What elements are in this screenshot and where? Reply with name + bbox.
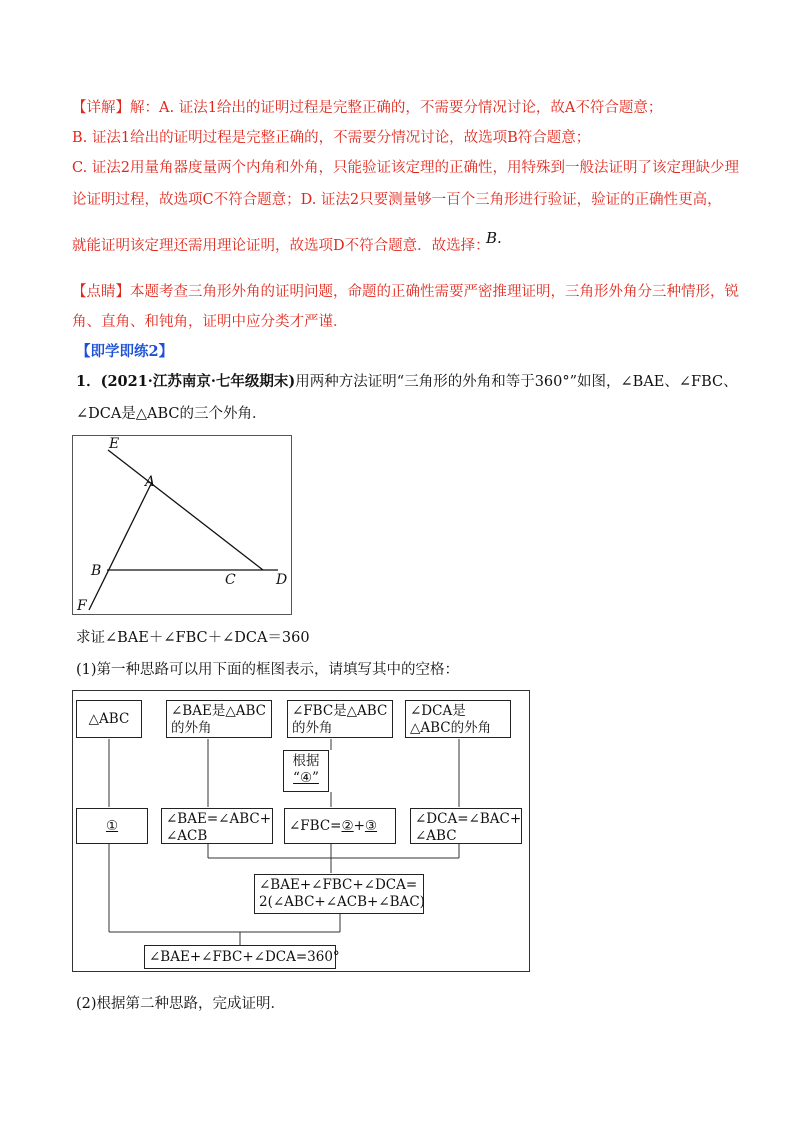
flow-box-fbc-equation bbox=[284, 808, 396, 844]
explanation-line-4: 论证明过程，故选项C不符合题意；D. 证法2只要测量够一百个三角形进行验证，验证的正确性更高， bbox=[72, 192, 722, 208]
label-f: F bbox=[77, 598, 87, 614]
flow-box-triangle: △ABC bbox=[76, 700, 142, 738]
bae-equation-line-1: ∠BAE=∠ABC+ bbox=[166, 811, 272, 827]
dca-equation-line-2: ∠ABC bbox=[415, 828, 457, 844]
sum-line-1: ∠BAE+∠FBC+∠DCA= bbox=[259, 877, 418, 893]
explanation-line-2: B. 证法1给出的证明过程是完整正确的，不需要分情况讨论，故选项B符合题意； bbox=[72, 130, 591, 146]
flow-box-blank-1 bbox=[76, 808, 148, 844]
fbc-equation-plus: + bbox=[353, 818, 365, 834]
flow-box-final: ∠BAE+∠FBC+∠DCA=360° bbox=[144, 945, 336, 969]
problem-text-1: 用两种方法证明“三角形的外角和等于360°”如图，∠BAE、∠FBC、 bbox=[295, 374, 738, 390]
label-b: B bbox=[91, 563, 102, 579]
label-c: C bbox=[225, 572, 236, 588]
basis-blank-4[interactable]: “④” bbox=[293, 770, 319, 786]
blank-2[interactable]: ② bbox=[341, 818, 354, 834]
explanation-answer: B. bbox=[486, 229, 502, 247]
flow-box-dca-exterior: ∠DCA是△ABC的外角 bbox=[405, 700, 511, 738]
explanation-line-3: C. 证法2用量角器度量两个内角和外角，只能验证该定理的正确性，用特殊到一般法证明了该定理缺少理 bbox=[72, 160, 740, 176]
flow-box-bae-equation bbox=[161, 808, 273, 844]
problem-number: 1． bbox=[76, 373, 101, 390]
explanation-line-5: 就能证明该定理还需用理论证明，故选项D不符合题意．故选择： bbox=[72, 238, 490, 254]
flow-box-sum bbox=[254, 874, 424, 914]
flow-box-dca-equation bbox=[410, 808, 522, 844]
fbc-equation-prefix: ∠FBC= bbox=[289, 818, 342, 834]
problem-source: (2021·江苏南京·七年级期末) bbox=[100, 373, 296, 390]
bae-equation-line-2: ∠ACB bbox=[166, 828, 208, 844]
part-2-instruction: (2)根据第二种思路，完成证明． bbox=[76, 996, 286, 1012]
label-a: A bbox=[145, 474, 156, 490]
flow-box-fbc-exterior: ∠FBC是△ABC的外角 bbox=[287, 700, 393, 738]
label-d: D bbox=[276, 572, 288, 588]
problem-text-2: ∠DCA是△ABC的三个外角． bbox=[76, 406, 267, 422]
flow-box-basis bbox=[283, 750, 329, 792]
comment-line-2: 角、直角、和钝角，证明中应分类才严谨． bbox=[72, 314, 348, 330]
practice-title: 【即学即练2】 bbox=[76, 343, 174, 360]
prove-statement: 求证∠BAE＋∠FBC＋∠DCA＝360 bbox=[76, 630, 310, 646]
sum-line-2: 2(∠ABC+∠ACB+∠BAC) bbox=[259, 894, 425, 910]
blank-3[interactable]: ③ bbox=[364, 818, 378, 834]
part-1-instruction: (1)第一种思路可以用下面的框图表示，请填写其中的空格： bbox=[76, 662, 460, 678]
flow-box-bae-exterior: ∠BAE是△ABC的外角 bbox=[166, 700, 272, 738]
basis-label: 根据 bbox=[292, 753, 320, 769]
comment-line-1: 【点睛】本题考查三角形外角的证明问题，命题的正确性需要严密推理证明，三角形外角分三种情形，锐 bbox=[72, 284, 739, 300]
blank-1[interactable]: ① bbox=[105, 818, 119, 834]
explanation-line-1: 【详解】解：A. 证法1给出的证明过程是完整正确的，不需要分情况讨论，故A不符合题意； bbox=[72, 100, 663, 116]
label-e: E bbox=[109, 436, 120, 452]
dca-equation-line-1: ∠DCA=∠BAC+ bbox=[415, 811, 522, 827]
